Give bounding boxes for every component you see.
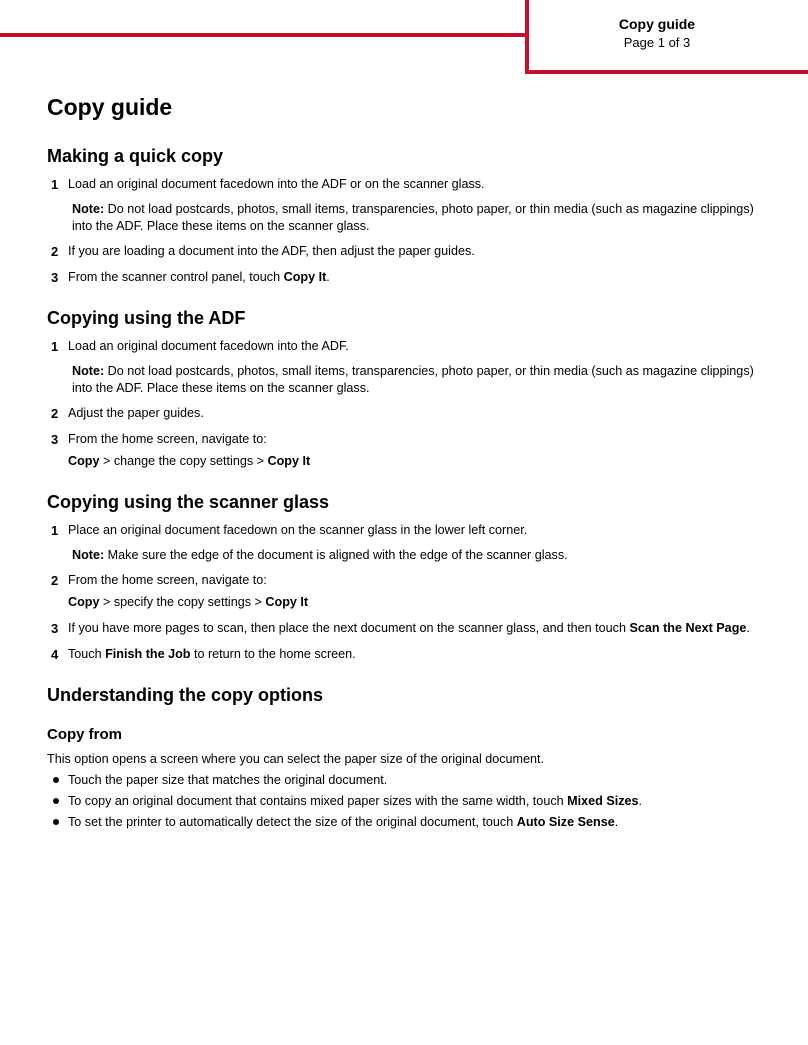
section-heading: Copying using the ADF — [47, 308, 246, 328]
step-text: Load an original document facedown into the ADF. — [68, 339, 349, 353]
punctuation: . — [746, 621, 750, 635]
note-label: Note: — [72, 548, 105, 562]
step — [47, 243, 777, 260]
header-page-number: Page 1 of 3 — [623, 35, 691, 50]
bullet-dot — [53, 777, 59, 783]
bullet-text: To copy an original document that contains mixed paper sizes with the same width, touch — [68, 794, 568, 808]
path-middle: > specify the copy settings > — [99, 595, 266, 609]
subsection-heading: Copy from — [47, 726, 122, 743]
step-number: 4 — [51, 647, 59, 662]
section-scanner-glass — [47, 490, 777, 663]
step-text: From the home screen, navigate to: — [68, 432, 267, 446]
step — [47, 646, 777, 663]
step-text: From the home screen, navigate to: — [68, 573, 267, 587]
ui-label: Copy It — [283, 270, 327, 284]
step — [47, 572, 777, 589]
navigation-path — [47, 594, 777, 611]
section-heading: Copying using the scanner glass — [47, 492, 330, 512]
section-heading: Making a quick copy — [47, 146, 224, 166]
note-label: Note: — [72, 202, 105, 216]
note — [47, 547, 777, 564]
bullet-text: To set the printer to automatically detect the size of the original document, touch — [68, 815, 517, 829]
path-start: Copy — [68, 454, 100, 468]
step — [47, 176, 777, 193]
paragraph: This option opens a screen where you can select the paper size of the original document. — [47, 752, 545, 766]
punctuation: . — [614, 815, 619, 829]
step-text: From the scanner control panel, touch — [68, 270, 284, 284]
step-text: Touch — [68, 647, 106, 661]
note — [47, 363, 777, 397]
note — [47, 201, 777, 235]
section-quick-copy — [47, 144, 777, 286]
step-number: 2 — [51, 573, 59, 588]
step-number: 2 — [51, 244, 59, 259]
step-text: Adjust the paper guides. — [68, 406, 204, 420]
note-text: Make sure the edge of the document is aligned with the edge of the scanner glass. — [104, 548, 568, 562]
step-text: If you have more pages to scan, then place the next document on the scanner glass, and then touch — [68, 621, 630, 635]
header-rule-right — [525, 70, 808, 74]
step — [47, 431, 777, 448]
path-end: Copy It — [265, 595, 309, 609]
ui-label: Scan the Next Page — [629, 621, 747, 635]
bullet-item — [47, 814, 777, 831]
step-number: 1 — [51, 339, 59, 354]
note-text: Do not load postcards, photos, small items, transparencies, photo paper, or thin media (such as magazine clippings) into the ADF. Place these items on the scanner glass. — [72, 202, 754, 233]
bullet-text: Touch the paper size that matches the original document. — [68, 773, 388, 787]
path-start: Copy — [68, 595, 100, 609]
step-number: 3 — [51, 621, 59, 636]
note-text: Do not load postcards, photos, small items, transparencies, photo paper, or thin media (such as magazine clippings) into the ADF. Place these items on the scanner glass. — [72, 364, 754, 395]
step-number: 3 — [51, 270, 59, 285]
step — [47, 338, 777, 355]
step — [47, 269, 777, 286]
section-adf — [47, 306, 777, 470]
ui-label: Mixed Sizes — [567, 794, 639, 808]
bullet-item — [47, 772, 777, 789]
punctuation: . — [326, 270, 330, 284]
step-text-end: to return to the home screen. — [190, 647, 356, 661]
path-middle: > change the copy settings > — [99, 454, 268, 468]
ui-label: Auto Size Sense — [516, 815, 615, 829]
punctuation: . — [638, 794, 643, 808]
navigation-path — [47, 453, 777, 470]
step-number: 1 — [51, 177, 59, 192]
note-label: Note: — [72, 364, 105, 378]
bullet-item — [47, 793, 777, 810]
ui-label: Finish the Job — [105, 647, 191, 661]
step — [47, 620, 777, 637]
path-end: Copy It — [267, 454, 311, 468]
step-text: Place an original document facedown on the scanner glass in the lower left corner. — [68, 523, 528, 537]
step-number: 1 — [51, 523, 59, 538]
bullet-dot — [53, 819, 59, 825]
bullet-dot — [53, 798, 59, 804]
document-body — [47, 92, 777, 851]
section-heading: Understanding the copy options — [47, 685, 324, 705]
step — [47, 405, 777, 422]
step-number: 2 — [51, 406, 59, 421]
step-text: Load an original document facedown into the ADF or on the scanner glass. — [68, 177, 485, 191]
step-number: 3 — [51, 432, 59, 447]
section-copy-options — [47, 683, 777, 831]
page-title: Copy guide — [47, 94, 173, 120]
step — [47, 522, 777, 539]
header-rule-left — [0, 33, 528, 37]
header-title: Copy guide — [618, 16, 696, 32]
step-text: If you are loading a document into the ADF, then adjust the paper guides. — [68, 244, 475, 258]
